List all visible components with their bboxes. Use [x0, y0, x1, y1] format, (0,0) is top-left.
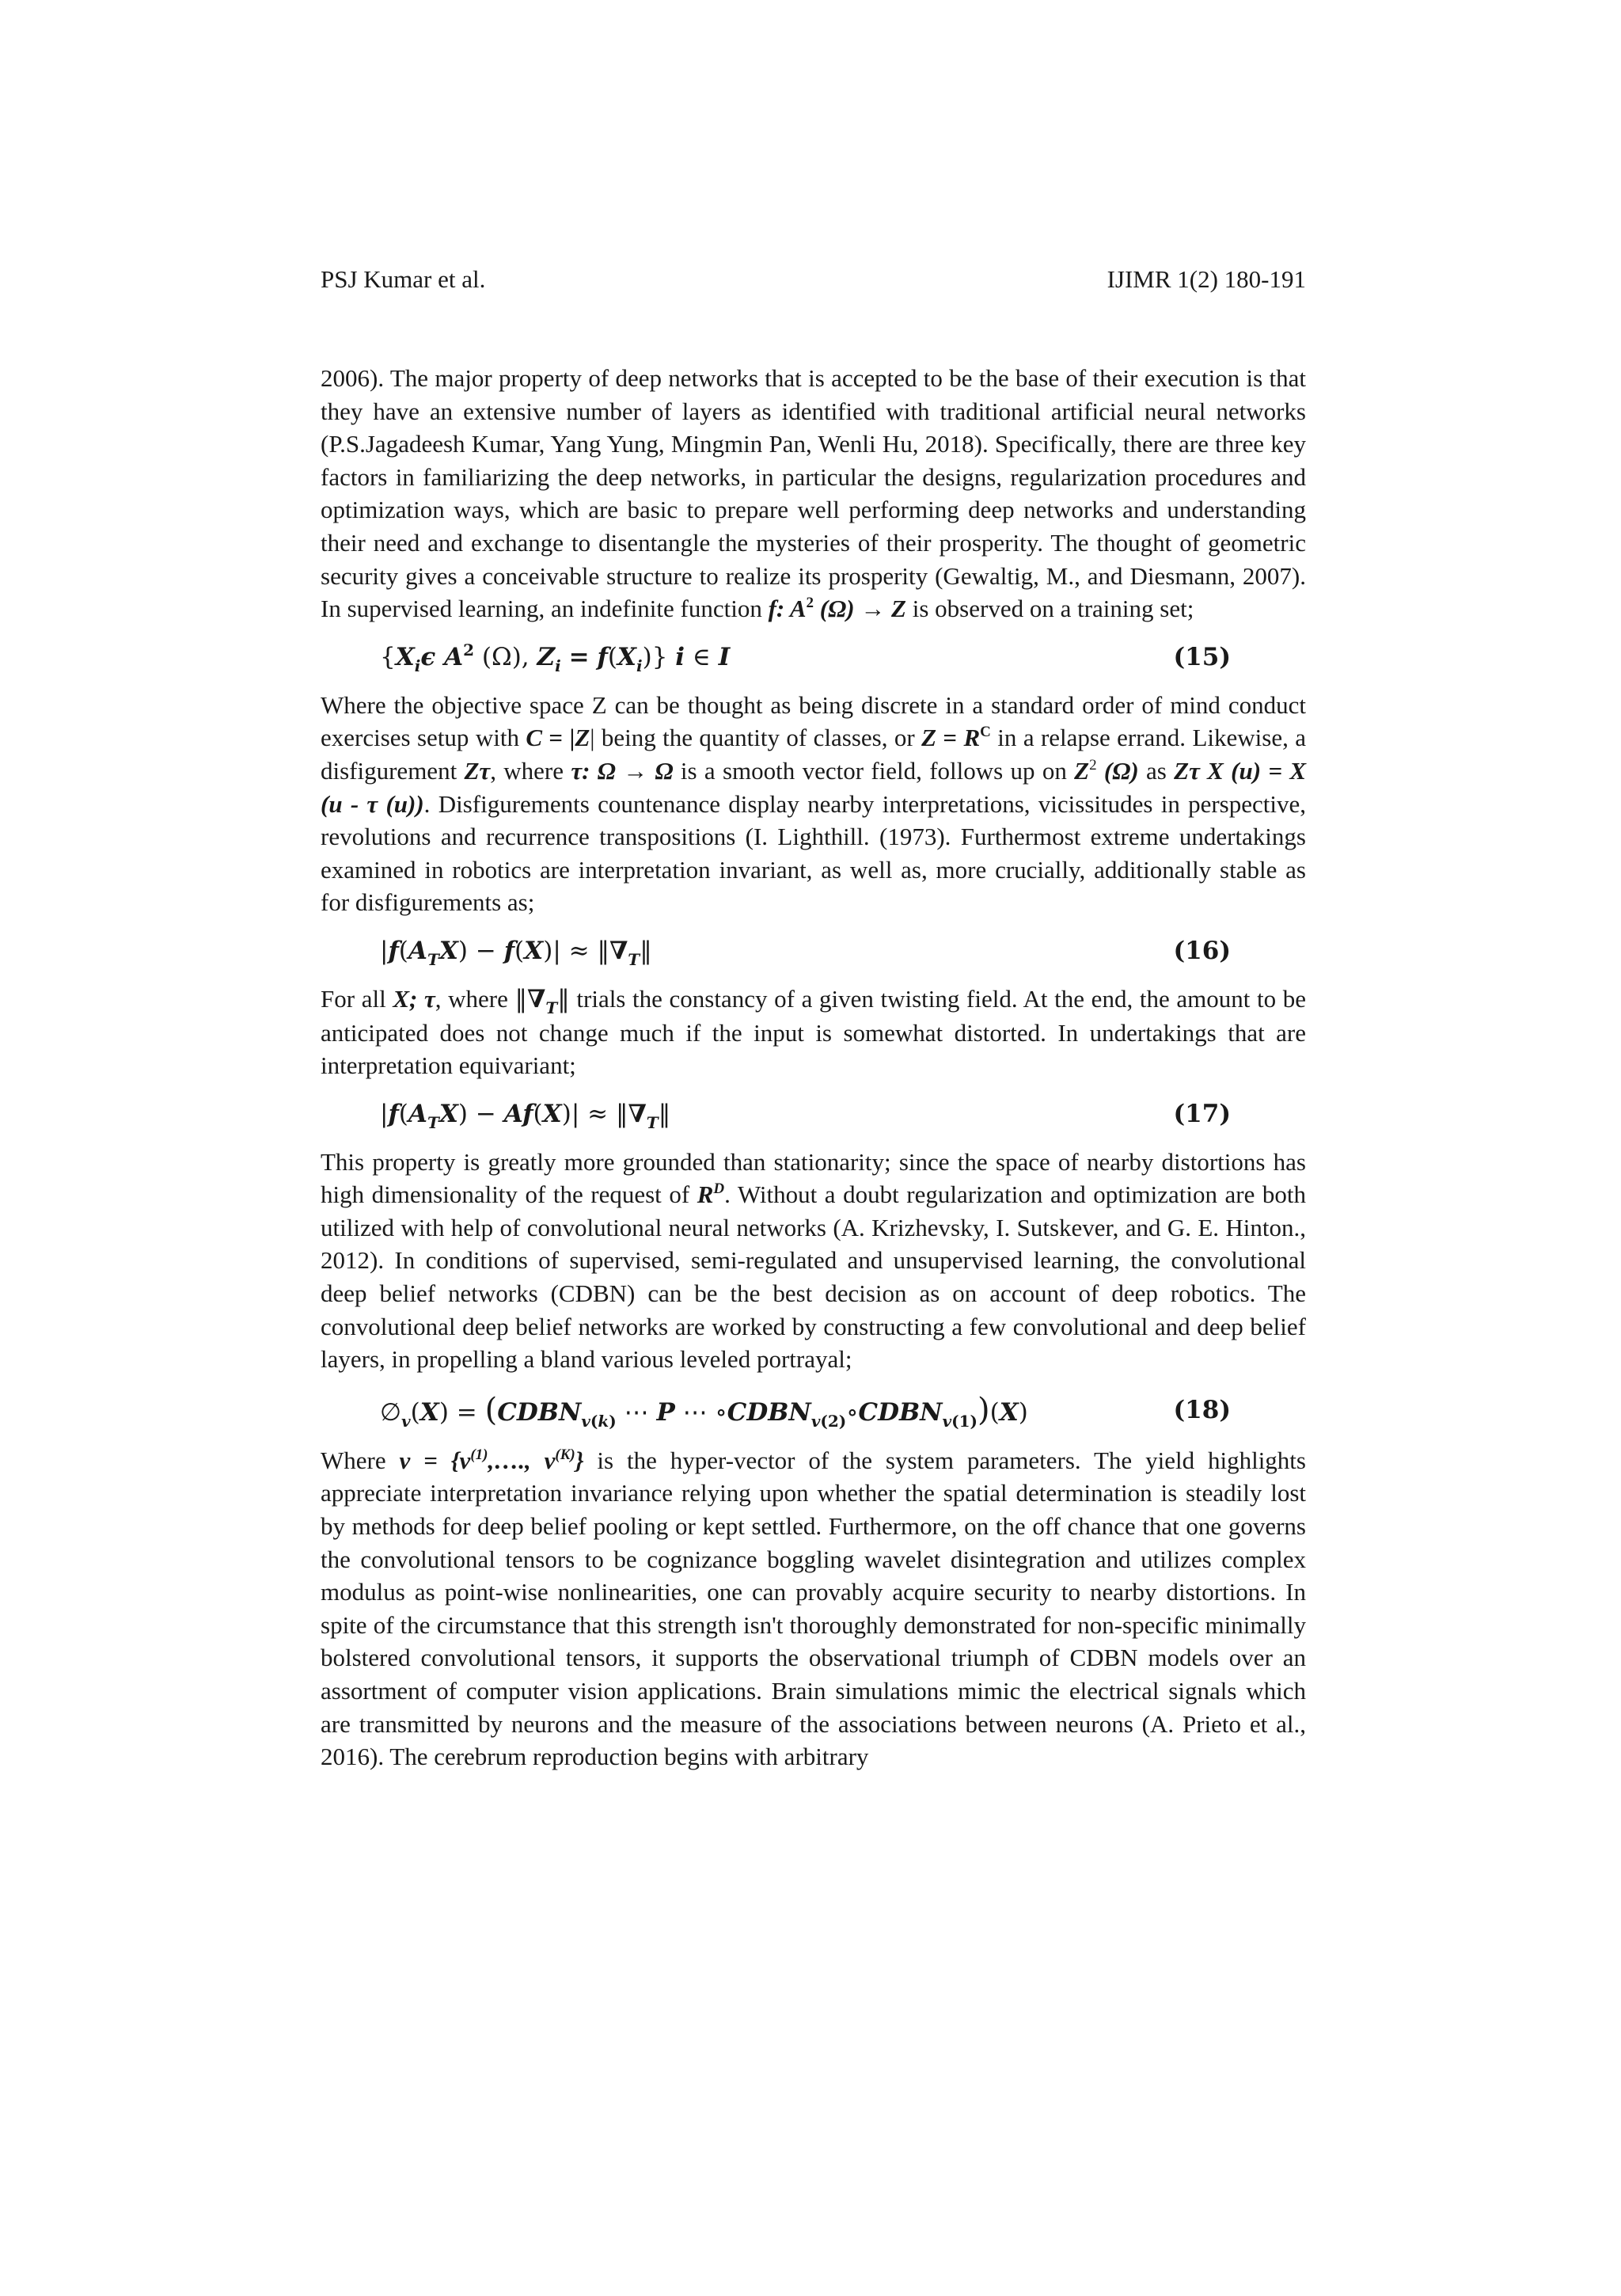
p2-text-i: . Disfigurements countenance display nearby interpretations, vicissitudes in perspective, revolutions and recurrence transpositions (I. Lighthill. (1973). Furthermost extreme undertakings examined in robotics are interpretation invariant, as well as, more crucially, additionally stable as for disfigurements as;: [321, 789, 1306, 917]
var-v1-sup: (1): [470, 1446, 488, 1463]
p5-dots: ,….,: [488, 1446, 545, 1474]
paragraph-1-end: is observed on a training set;: [906, 595, 1194, 623]
var-Z: Z: [575, 724, 590, 752]
norm-expr: $‖\nabla_T‖$: [514, 984, 570, 1017]
p2-text-a: Where the objective space Z can be thought as being discrete in a standard order of mind conduct exercises setup with: [321, 690, 1306, 752]
var-Ztau: Zτ: [464, 756, 491, 785]
equation-17-number: (17): [1173, 1099, 1231, 1128]
p3-text-c: trials the constancy of a given twisting field. At the end, the amount to be anticipated does not change much if the input is somewhat distorted. In undertakings that are interpretation equivariant;: [321, 984, 1306, 1080]
p2-text-f: , where: [490, 756, 571, 785]
function-range: (Ω) → Z: [814, 595, 906, 623]
header-journal: IJIMR 1(2) 180-191: [1107, 265, 1306, 293]
var-vk-sup: (K): [555, 1446, 575, 1463]
p5-text-e: is the hyper-vector of the system parameters. The yield highlights appreciate interpretation invariance relying upon whether the spatial determination is steadily lost by methods for deep belief pooling or kept settled. Furthermore, on the off chance that one governs the convolutional tensors to be cognizance boggling wavelet disintegration and utilizes complex modulus as point-wise nonlinearities, one can provably acquire security to nearby distortions. In spite of the circumstance that this strength isn't thoroughly demonstrated for non-specific minimally bolstered convolutional tensors, it supports the observational triumph of CDBN models over an assortment of computer vision applications. Brain simulations mimic the electrical signals which are transmitted by neurons and the measure of the associations between neurons (A. Prieto et al., 2016). The cerebrum reproduction begins with arbitrary: [321, 1446, 1306, 1771]
page-body: [321, 362, 1306, 1773]
p5-text-a: Where: [321, 1446, 400, 1474]
equation-18-expr: $\emptyset_v(X)$ = ($CDBN_{v(k)}$ ⋯ P ⋯ $\circ CDBN_{v(2)}\circ CDBN_{v(1)})(X)$: [380, 1391, 1028, 1431]
function-sup: 2: [806, 595, 814, 612]
paragraph-1: [321, 362, 1306, 625]
equation-15-expr: {$X_i\epsilon$ $A^2$ (Ω), $Z_i = f(X_i)$} i ∈ I: [380, 640, 731, 675]
var-R-D: R: [697, 1180, 714, 1209]
equation-18-number: (18): [1173, 1395, 1231, 1424]
deformation-formula: Zτ X (u) = X (u - τ (u)): [321, 756, 1306, 818]
p4-text-b: . Without a doubt regularization and optimization are both utilized with help of convolutional neural networks (A. Krizhevsky, I. Sutskever, and G. E. Hinton., 2012). In conditions of supervised, semi-regulated and unsupervised learning, the convolutional deep belief networks (CDBN) can be the best decision as on account of deep robotics. The convolutional deep belief networks are worked by constructing a few convolutional and deep belief layers, in propelling a bland various leveled portrayal;: [321, 1180, 1306, 1374]
var-R-D-sup: D: [713, 1180, 725, 1198]
p3-text-b: , where: [435, 984, 515, 1013]
p2-text-g: is a smooth vector field, follows up on: [673, 756, 1075, 785]
var-R-sup: C: [980, 724, 991, 741]
equation-16-expr: $|f(A_TX) - f(X)|$ ≈ $‖\nabla_T‖$: [380, 936, 652, 969]
equation-16-number: (16): [1173, 936, 1231, 965]
var-Z-3-sup: 2: [1089, 756, 1097, 774]
p4-text-a: This property is greatly more grounded than stationarity; since the space of nearby distortions has high dimensionality of the request of: [321, 1147, 1306, 1209]
var-vk: v: [544, 1446, 556, 1474]
p2-eq: = |: [542, 724, 575, 752]
var-R: R: [963, 724, 981, 752]
var-v: v: [399, 1446, 411, 1474]
var-v1: v: [459, 1446, 471, 1474]
var-Z-3: Z: [1074, 756, 1090, 785]
header-authors: PSJ Kumar et al.: [321, 265, 486, 293]
equation-17: [321, 1090, 1306, 1138]
var-Z-3-domain: (Ω): [1096, 756, 1139, 785]
p5-close: }: [575, 1446, 584, 1474]
var-Z-2: Z: [921, 724, 937, 752]
p2-eq-2: =: [936, 724, 964, 752]
paragraph-5: [321, 1444, 1306, 1773]
p3-text-a: For all: [321, 984, 393, 1013]
equation-15: [321, 633, 1306, 681]
paragraph-3: [321, 983, 1306, 1082]
paragraph-1-text: 2006). The major property of deep networks that is accepted to be the base of their execution is that they have an extensive number of layers as identified with traditional artificial neural networks (P.S.Jagadeesh Kumar, Yang Yung, Mingmin Pan, Wenli Hu, 2018). Specifically, there are three key factors in familiarizing the deep networks, in particular the designs, regularization procedures and optimization ways, which are basic to prepare well performing deep networks and understanding their need and exchange to disentangle the mysteries of their prosperity. The thought of geometric security gives a conceivable structure to realize its prosperity (Gewaltig, M., and Diesmann, 2007). In supervised learning, an indefinite function: [321, 364, 1306, 623]
p5-eq: = {: [410, 1446, 460, 1474]
paragraph-2: [321, 689, 1306, 919]
function-f: f: A: [768, 595, 807, 623]
p2-text-c: | being the quantity of classes, or: [590, 724, 922, 752]
p2-text-h: as: [1138, 756, 1175, 785]
paragraph-4: [321, 1146, 1306, 1376]
p2-text-e: in a relapse errand. Likewise, a disfigurement: [321, 724, 1306, 785]
running-header: [321, 261, 1306, 298]
vars-X-tau: X; τ: [393, 984, 435, 1013]
tau-map: τ: Ω → Ω: [571, 756, 674, 785]
var-C: C: [526, 724, 543, 752]
equation-15-number: (15): [1173, 642, 1231, 671]
equation-16: [321, 927, 1306, 975]
equation-18: [321, 1384, 1306, 1436]
equation-17-expr: $|f(A_TX) - Af(X)|$ ≈ $‖\nabla_T‖$: [380, 1099, 671, 1132]
